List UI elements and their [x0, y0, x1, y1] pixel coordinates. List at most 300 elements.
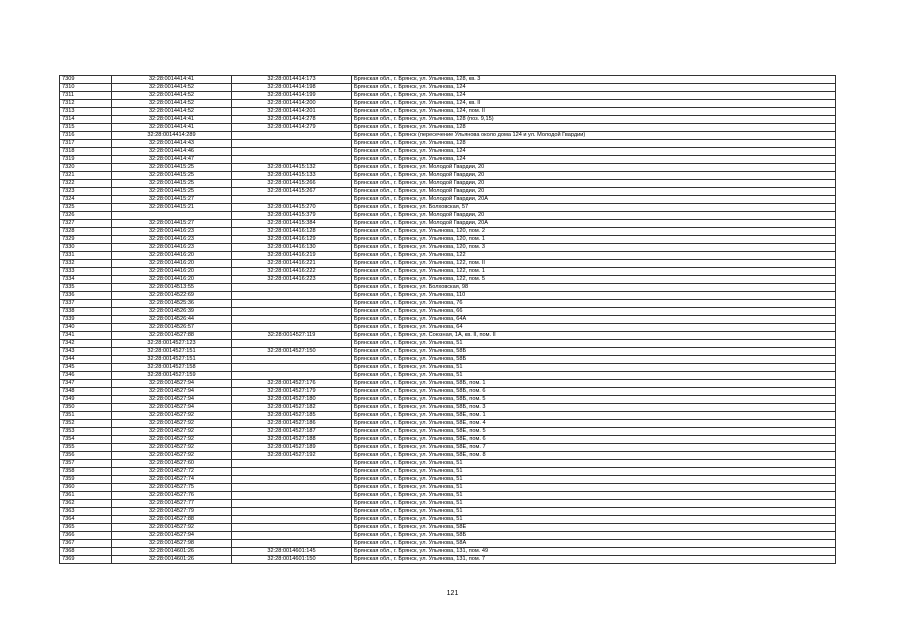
table-row	[60, 484, 836, 492]
object-cadastral-number: 32:28:0014414:198	[232, 84, 352, 92]
table-row	[60, 532, 836, 540]
parcel-cadastral-number: 32:28:0014527:92	[112, 524, 232, 532]
parcel-cadastral-number: 32:28:0014527:94	[112, 532, 232, 540]
table-row	[60, 172, 836, 180]
object-cadastral-number	[232, 468, 352, 476]
table-row	[60, 84, 836, 92]
address: Брянская обл., г. Брянск, ул. Ульянова, 58Е, пом. 7	[352, 444, 836, 452]
address: Брянская обл., г. Брянск, ул. Ульянова, 51	[352, 460, 836, 468]
object-cadastral-number	[232, 476, 352, 484]
row-number: 7361	[60, 492, 112, 500]
object-cadastral-number: 32:28:0014414:279	[232, 124, 352, 132]
object-cadastral-number: 32:28:0014416:129	[232, 236, 352, 244]
row-number: 7321	[60, 172, 112, 180]
row-number: 7337	[60, 300, 112, 308]
parcel-cadastral-number: 32:28:0014601:26	[112, 556, 232, 564]
row-number: 7355	[60, 444, 112, 452]
address: Брянская обл., г. Брянск, ул. Ульянова, 58Б	[352, 348, 836, 356]
object-cadastral-number: 32:28:0014414:199	[232, 92, 352, 100]
table-row	[60, 156, 836, 164]
row-number: 7326	[60, 212, 112, 220]
table-row	[60, 260, 836, 268]
row-number: 7368	[60, 548, 112, 556]
parcel-cadastral-number: 32:28:0014414:41	[112, 116, 232, 124]
address: Брянская обл., г. Брянск, ул. Ульянова, 58Б, пом. 1	[352, 380, 836, 388]
table-row	[60, 100, 836, 108]
parcel-cadastral-number	[112, 212, 232, 220]
address: Брянская обл., г. Брянск, ул. Болховская, 57	[352, 204, 836, 212]
table-row	[60, 140, 836, 148]
row-number: 7369	[60, 556, 112, 564]
row-number: 7360	[60, 484, 112, 492]
address: Брянская обл., г. Брянск, ул. Ульянова, 51	[352, 500, 836, 508]
object-cadastral-number	[232, 492, 352, 500]
table-row	[60, 204, 836, 212]
parcel-cadastral-number: 32:28:0014414:47	[112, 156, 232, 164]
parcel-cadastral-number: 32:28:0014415:25	[112, 180, 232, 188]
table-row	[60, 476, 836, 484]
address: Брянская обл., г. Брянск, ул. Ульянова, 124	[352, 92, 836, 100]
parcel-cadastral-number: 32:28:0014416:23	[112, 244, 232, 252]
object-cadastral-number	[232, 516, 352, 524]
address: Брянская обл., г. Брянск, ул. Ульянова, 122, пом. 5	[352, 276, 836, 284]
table-row	[60, 548, 836, 556]
row-number: 7351	[60, 412, 112, 420]
row-number: 7363	[60, 508, 112, 516]
object-cadastral-number: 32:28:0014527:187	[232, 428, 352, 436]
address: Брянская обл., г. Брянск, ул. Ульянова, 110	[352, 292, 836, 300]
parcel-cadastral-number: 32:28:0014527:98	[112, 540, 232, 548]
table-row	[60, 292, 836, 300]
table-row	[60, 188, 836, 196]
parcel-cadastral-number: 32:28:0014513:55	[112, 284, 232, 292]
table-row	[60, 460, 836, 468]
parcel-cadastral-number: 32:28:0014526:57	[112, 324, 232, 332]
table-row	[60, 380, 836, 388]
row-number: 7338	[60, 308, 112, 316]
address: Брянская обл., г. Брянск, ул. Ульянова, 120, пом. 2	[352, 228, 836, 236]
table-row	[60, 308, 836, 316]
parcel-cadastral-number: 32:28:0014526:44	[112, 316, 232, 324]
parcel-cadastral-number: 32:28:0014415:27	[112, 220, 232, 228]
table-row	[60, 300, 836, 308]
parcel-cadastral-number: 32:28:0014416:23	[112, 236, 232, 244]
address: Брянская обл., г. Брянск, ул. Ульянова, 58Е, пом. 4	[352, 420, 836, 428]
address: Брянская обл., г. Брянск, ул. Молодой Гвардии, 20	[352, 188, 836, 196]
parcel-cadastral-number: 32:28:0014416:20	[112, 276, 232, 284]
address: Брянская обл., г. Брянск, ул. Молодой Гвардии, 20	[352, 172, 836, 180]
row-number: 7354	[60, 436, 112, 444]
parcel-cadastral-number: 32:28:0014416:23	[112, 228, 232, 236]
parcel-cadastral-number: 32:28:0014527:79	[112, 508, 232, 516]
parcel-cadastral-number: 32:28:0014416:20	[112, 260, 232, 268]
table-row	[60, 556, 836, 564]
object-cadastral-number	[232, 508, 352, 516]
object-cadastral-number: 32:28:0014415:133	[232, 172, 352, 180]
address: Брянская обл., г. Брянск, ул. Ульянова, 51	[352, 492, 836, 500]
address: Брянская обл., г. Брянск, ул. Ульянова, 51	[352, 476, 836, 484]
row-number: 7324	[60, 196, 112, 204]
object-cadastral-number: 32:28:0014527:150	[232, 348, 352, 356]
address: Брянская обл., г. Брянск, ул. Ульянова, 51	[352, 340, 836, 348]
address: Брянская обл., г. Брянск, ул. Ульянова, 122	[352, 252, 836, 260]
table-row	[60, 420, 836, 428]
object-cadastral-number: 32:28:0014415:132	[232, 164, 352, 172]
row-number: 7365	[60, 524, 112, 532]
object-cadastral-number: 32:28:0014414:201	[232, 108, 352, 116]
parcel-cadastral-number: 32:28:0014415:25	[112, 172, 232, 180]
object-cadastral-number: 32:28:0014416:221	[232, 260, 352, 268]
table-row	[60, 236, 836, 244]
object-cadastral-number: 32:28:0014416:222	[232, 268, 352, 276]
parcel-cadastral-number: 32:28:0014527:92	[112, 452, 232, 460]
address: Брянская обл., г. Брянск, ул. Ульянова, 58Б, пом. 3	[352, 404, 836, 412]
address: Брянская обл., г. Брянск, ул. Ульянова, 58Б, пом. 6	[352, 388, 836, 396]
object-cadastral-number: 32:28:0014527:192	[232, 452, 352, 460]
object-cadastral-number: 32:28:0014527:179	[232, 388, 352, 396]
row-number: 7332	[60, 260, 112, 268]
row-number: 7329	[60, 236, 112, 244]
address: Брянская обл., г. Брянск, ул. Ульянова, 124	[352, 156, 836, 164]
parcel-cadastral-number: 32:28:0014527:75	[112, 484, 232, 492]
address: Брянская обл., г. Брянск, ул. Ульянова, 58Е, пом. 1	[352, 412, 836, 420]
row-number: 7367	[60, 540, 112, 548]
table-row	[60, 468, 836, 476]
table-row	[60, 332, 836, 340]
row-number: 7331	[60, 252, 112, 260]
object-cadastral-number: 32:28:0014527:119	[232, 332, 352, 340]
parcel-cadastral-number: 32:28:0014527:92	[112, 420, 232, 428]
address: Брянская обл., г. Брянск, ул. Ульянова, 51	[352, 364, 836, 372]
parcel-cadastral-number: 32:28:0014601:26	[112, 548, 232, 556]
table-row	[60, 364, 836, 372]
address: Брянская обл., г. Брянск, ул. Молодой Гвардии, 20А	[352, 220, 836, 228]
table-row	[60, 524, 836, 532]
object-cadastral-number	[232, 356, 352, 364]
object-cadastral-number	[232, 300, 352, 308]
row-number: 7343	[60, 348, 112, 356]
parcel-cadastral-number: 32:28:0014526:39	[112, 308, 232, 316]
registry-table-body	[60, 76, 836, 564]
table-row	[60, 132, 836, 140]
parcel-cadastral-number: 32:28:0014527:88	[112, 516, 232, 524]
object-cadastral-number	[232, 340, 352, 348]
page-number: 121	[446, 590, 459, 597]
row-number: 7342	[60, 340, 112, 348]
object-cadastral-number: 32:28:0014527:185	[232, 412, 352, 420]
parcel-cadastral-number: 32:28:0014415:25	[112, 164, 232, 172]
parcel-cadastral-number: 32:28:0014527:151	[112, 356, 232, 364]
object-cadastral-number: 32:28:0014415:379	[232, 212, 352, 220]
row-number: 7318	[60, 148, 112, 156]
object-cadastral-number	[232, 460, 352, 468]
object-cadastral-number: 32:28:0014414:173	[232, 76, 352, 84]
address: Брянская обл., г. Брянск, ул. Ульянова, 58Б, пом. 5	[352, 396, 836, 404]
row-number: 7313	[60, 108, 112, 116]
row-number: 7335	[60, 284, 112, 292]
row-number: 7358	[60, 468, 112, 476]
row-number: 7352	[60, 420, 112, 428]
parcel-cadastral-number: 32:28:0014527:74	[112, 476, 232, 484]
parcel-cadastral-number: 32:28:0014414:52	[112, 100, 232, 108]
address: Брянская обл., г. Брянск, ул. Ульянова, 51	[352, 516, 836, 524]
table-row	[60, 340, 836, 348]
address: Брянская обл., г. Брянск, ул. Ульянова, 124	[352, 84, 836, 92]
address: Брянская обл., г. Брянск, ул. Ульянова, 122, пом. 1	[352, 268, 836, 276]
table-row	[60, 436, 836, 444]
object-cadastral-number: 32:28:0014414:278	[232, 116, 352, 124]
object-cadastral-number: 32:28:0014416:223	[232, 276, 352, 284]
object-cadastral-number: 32:28:0014527:189	[232, 444, 352, 452]
table-row	[60, 396, 836, 404]
address: Брянская обл., г. Брянск, ул. Союзная, 1А, кв. II, пом. II	[352, 332, 836, 340]
row-number: 7353	[60, 428, 112, 436]
row-number: 7357	[60, 460, 112, 468]
parcel-cadastral-number: 32:28:0014527:77	[112, 500, 232, 508]
table-row	[60, 404, 836, 412]
object-cadastral-number	[232, 156, 352, 164]
object-cadastral-number	[232, 500, 352, 508]
object-cadastral-number: 32:28:0014416:219	[232, 252, 352, 260]
parcel-cadastral-number: 32:28:0014527:92	[112, 444, 232, 452]
parcel-cadastral-number: 32:28:0014415:27	[112, 196, 232, 204]
row-number: 7344	[60, 356, 112, 364]
row-number: 7334	[60, 276, 112, 284]
object-cadastral-number	[232, 132, 352, 140]
object-cadastral-number	[232, 372, 352, 380]
object-cadastral-number: 32:28:0014601:145	[232, 548, 352, 556]
registry-table	[59, 75, 836, 564]
row-number: 7325	[60, 204, 112, 212]
row-number: 7339	[60, 316, 112, 324]
address: Брянская обл., г. Брянск, ул. Ульянова, 124, пом. II	[352, 108, 836, 116]
table-row	[60, 428, 836, 436]
row-number: 7309	[60, 76, 112, 84]
address: Брянская обл., г. Брянск, ул. Ульянова, 131, пом. 7	[352, 556, 836, 564]
object-cadastral-number	[232, 308, 352, 316]
row-number: 7327	[60, 220, 112, 228]
table-row	[60, 196, 836, 204]
address: Брянская обл., г. Брянск, ул. Ульянова, 51	[352, 372, 836, 380]
parcel-cadastral-number: 32:28:0014527:72	[112, 468, 232, 476]
row-number: 7314	[60, 116, 112, 124]
row-number: 7356	[60, 452, 112, 460]
table-row	[60, 372, 836, 380]
parcel-cadastral-number: 32:28:0014416:20	[112, 268, 232, 276]
row-number: 7345	[60, 364, 112, 372]
row-number: 7330	[60, 244, 112, 252]
parcel-cadastral-number: 32:28:0014522:69	[112, 292, 232, 300]
parcel-cadastral-number: 32:28:0014414:52	[112, 92, 232, 100]
row-number: 7319	[60, 156, 112, 164]
table-row	[60, 516, 836, 524]
parcel-cadastral-number: 32:28:0014414:52	[112, 108, 232, 116]
parcel-cadastral-number: 32:28:0014527:151	[112, 348, 232, 356]
table-row	[60, 148, 836, 156]
table-row	[60, 180, 836, 188]
table-row	[60, 116, 836, 124]
address: Брянская обл., г. Брянск, ул. Ульянова, 58А	[352, 540, 836, 548]
object-cadastral-number	[232, 364, 352, 372]
table-row	[60, 284, 836, 292]
address: Брянская обл., г. Брянск (пересечение Ульянова около дома 124 и ул. Молодой Гвардии)	[352, 132, 836, 140]
object-cadastral-number: 32:28:0014527:186	[232, 420, 352, 428]
address: Брянская обл., г. Брянск, ул. Ульянова, 128	[352, 140, 836, 148]
parcel-cadastral-number: 32:28:0014527:88	[112, 332, 232, 340]
table-row	[60, 92, 836, 100]
table-row	[60, 212, 836, 220]
object-cadastral-number: 32:28:0014601:150	[232, 556, 352, 564]
parcel-cadastral-number: 32:28:0014527:94	[112, 404, 232, 412]
parcel-cadastral-number: 32:28:0014527:158	[112, 364, 232, 372]
address: Брянская обл., г. Брянск, ул. Молодой Гвардии, 20А	[352, 196, 836, 204]
object-cadastral-number: 32:28:0014415:267	[232, 188, 352, 196]
row-number: 7317	[60, 140, 112, 148]
object-cadastral-number: 32:28:0014415:384	[232, 220, 352, 228]
row-number: 7333	[60, 268, 112, 276]
address: Брянская обл., г. Брянск, ул. Ульянова, 131, пом. 49	[352, 548, 836, 556]
parcel-cadastral-number: 32:28:0014415:21	[112, 204, 232, 212]
parcel-cadastral-number: 32:28:0014527:92	[112, 412, 232, 420]
object-cadastral-number: 32:28:0014415:270	[232, 204, 352, 212]
row-number: 7348	[60, 388, 112, 396]
object-cadastral-number: 32:28:0014527:180	[232, 396, 352, 404]
table-row	[60, 268, 836, 276]
row-number: 7328	[60, 228, 112, 236]
object-cadastral-number: 32:28:0014527:176	[232, 380, 352, 388]
parcel-cadastral-number: 32:28:0014416:20	[112, 252, 232, 260]
object-cadastral-number: 32:28:0014414:200	[232, 100, 352, 108]
parcel-cadastral-number: 32:28:0014527:159	[112, 372, 232, 380]
object-cadastral-number: 32:28:0014415:266	[232, 180, 352, 188]
object-cadastral-number	[232, 284, 352, 292]
parcel-cadastral-number: 32:28:0014527:60	[112, 460, 232, 468]
table-row	[60, 508, 836, 516]
object-cadastral-number	[232, 532, 352, 540]
table-row	[60, 412, 836, 420]
address: Брянская обл., г. Брянск, ул. Ульянова, 128 (поз. 9,15)	[352, 116, 836, 124]
parcel-cadastral-number: 32:28:0014525:36	[112, 300, 232, 308]
object-cadastral-number: 32:28:0014416:128	[232, 228, 352, 236]
parcel-cadastral-number: 32:28:0014527:94	[112, 396, 232, 404]
parcel-cadastral-number: 32:28:0014527:94	[112, 380, 232, 388]
row-number: 7336	[60, 292, 112, 300]
table-row	[60, 316, 836, 324]
address: Брянская обл., г. Брянск, ул. Ульянова, 58Б	[352, 532, 836, 540]
table-row	[60, 444, 836, 452]
table-row	[60, 452, 836, 460]
row-number: 7340	[60, 324, 112, 332]
parcel-cadastral-number: 32:28:0014414:43	[112, 140, 232, 148]
address: Брянская обл., г. Брянск, ул. Ульянова, 58Е	[352, 524, 836, 532]
object-cadastral-number: 32:28:0014527:188	[232, 436, 352, 444]
table-row	[60, 276, 836, 284]
address: Брянская обл., г. Брянск, ул. Ульянова, 120, пом. 3	[352, 244, 836, 252]
row-number: 7347	[60, 380, 112, 388]
row-number: 7311	[60, 92, 112, 100]
parcel-cadastral-number: 32:28:0014527:123	[112, 340, 232, 348]
parcel-cadastral-number: 32:28:0014414:41	[112, 124, 232, 132]
object-cadastral-number	[232, 316, 352, 324]
table-row	[60, 124, 836, 132]
row-number: 7364	[60, 516, 112, 524]
object-cadastral-number	[232, 524, 352, 532]
parcel-cadastral-number: 32:28:0014527:94	[112, 388, 232, 396]
object-cadastral-number	[232, 148, 352, 156]
table-row	[60, 324, 836, 332]
address: Брянская обл., г. Брянск, ул. Ульянова, 66	[352, 308, 836, 316]
address: Брянская обл., г. Брянск, ул. Ульянова, 122, пом. II	[352, 260, 836, 268]
row-number: 7322	[60, 180, 112, 188]
parcel-cadastral-number: 32:28:0014414:46	[112, 148, 232, 156]
address: Брянская обл., г. Брянск, ул. Ульянова, 64	[352, 324, 836, 332]
parcel-cadastral-number: 32:28:0014527:92	[112, 428, 232, 436]
table-row	[60, 348, 836, 356]
address: Брянская обл., г. Брянск, ул. Ульянова, 128	[352, 124, 836, 132]
parcel-cadastral-number: 32:28:0014414:41	[112, 76, 232, 84]
address: Брянская обл., г. Брянск, ул. Молодой Гвардии, 20	[352, 180, 836, 188]
object-cadastral-number	[232, 540, 352, 548]
row-number: 7312	[60, 100, 112, 108]
table-row	[60, 388, 836, 396]
address: Брянская обл., г. Брянск, ул. Молодой Гвардии, 20	[352, 212, 836, 220]
address: Брянская обл., г. Брянск, ул. Ульянова, 120, пом. 1	[352, 236, 836, 244]
object-cadastral-number	[232, 196, 352, 204]
address: Брянская обл., г. Брянск, ул. Ульянова, 58Е, пом. 6	[352, 436, 836, 444]
table-row	[60, 356, 836, 364]
object-cadastral-number	[232, 292, 352, 300]
address: Брянская обл., г. Брянск, ул. Молодой Гвардии, 20	[352, 164, 836, 172]
object-cadastral-number	[232, 324, 352, 332]
row-number: 7349	[60, 396, 112, 404]
table-row	[60, 540, 836, 548]
table-row	[60, 164, 836, 172]
table-row	[60, 252, 836, 260]
parcel-cadastral-number: 32:28:0014527:76	[112, 492, 232, 500]
parcel-cadastral-number: 32:28:0014415:25	[112, 188, 232, 196]
address: Брянская обл., г. Брянск, ул. Ульянова, 58Е, пом. 8	[352, 452, 836, 460]
address: Брянская обл., г. Брянск, ул. Ульянова, 58Е, пом. 5	[352, 428, 836, 436]
table-row	[60, 500, 836, 508]
table-row	[60, 228, 836, 236]
row-number: 7346	[60, 372, 112, 380]
row-number: 7323	[60, 188, 112, 196]
row-number: 7350	[60, 404, 112, 412]
address: Брянская обл., г. Брянск, ул. Ульянова, 51	[352, 508, 836, 516]
address: Брянская обл., г. Брянск, ул. Ульянова, 51	[352, 468, 836, 476]
parcel-cadastral-number: 32:28:0014414:52	[112, 84, 232, 92]
parcel-cadastral-number: 32:28:0014414:289	[112, 132, 232, 140]
row-number: 7320	[60, 164, 112, 172]
row-number: 7359	[60, 476, 112, 484]
address: Брянская обл., г. Брянск, ул. Ульянова, 124	[352, 148, 836, 156]
row-number: 7310	[60, 84, 112, 92]
row-number: 7366	[60, 532, 112, 540]
address: Брянская обл., г. Брянск, ул. Ульянова, 128, кв. 3	[352, 76, 836, 84]
table-row	[60, 76, 836, 84]
address: Брянская обл., г. Брянск, ул. Ульянова, 124, кв. II	[352, 100, 836, 108]
object-cadastral-number: 32:28:0014527:182	[232, 404, 352, 412]
row-number: 7362	[60, 500, 112, 508]
table-row	[60, 244, 836, 252]
object-cadastral-number	[232, 140, 352, 148]
address: Брянская обл., г. Брянск, ул. Ульянова, 64А	[352, 316, 836, 324]
object-cadastral-number	[232, 484, 352, 492]
address: Брянская обл., г. Брянск, ул. Ульянова, 51	[352, 484, 836, 492]
parcel-cadastral-number: 32:28:0014527:92	[112, 436, 232, 444]
address: Брянская обл., г. Брянск, ул. Ульянова, 58Б	[352, 356, 836, 364]
address: Брянская обл., г. Брянск, ул. Ульянова, 76	[352, 300, 836, 308]
